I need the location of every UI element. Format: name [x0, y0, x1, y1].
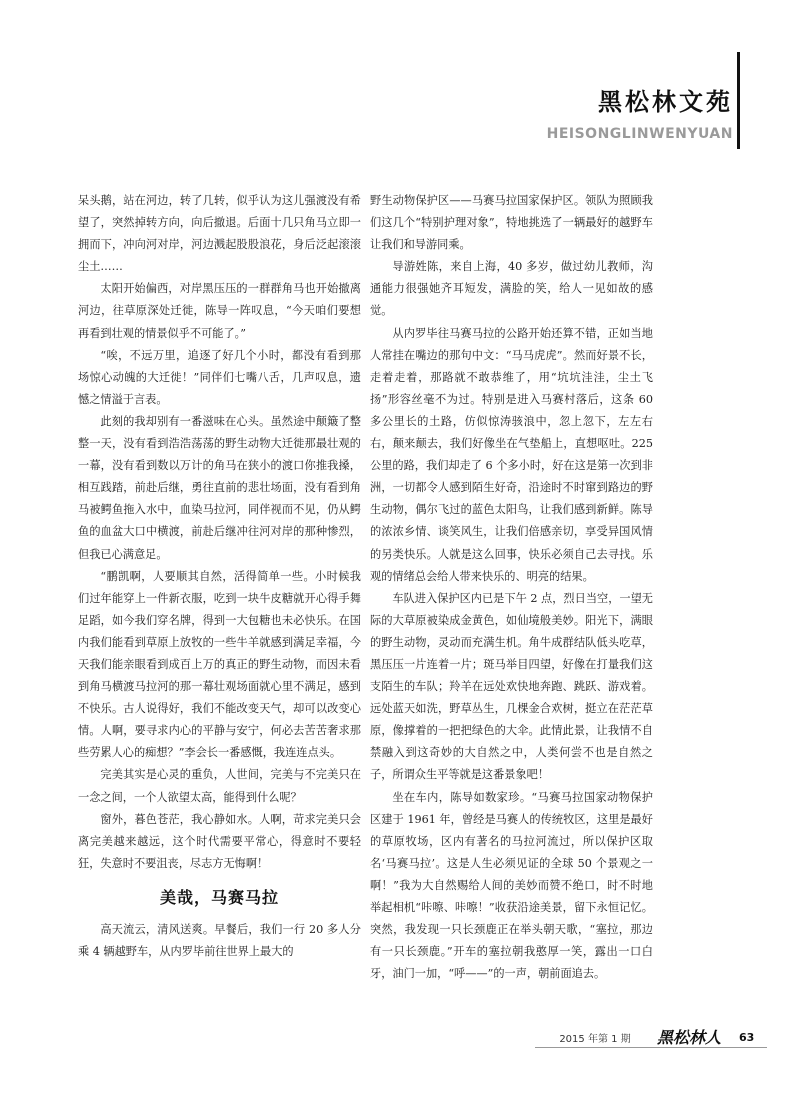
paragraph: 车队进入保护区内已是下午 2 点，烈日当空，一望无际的大草原被染成金黄色，如仙境般美妙。阳光下，满眼的野生动物，灵动而充满生机。角牛成群结队低头吃草，黑压压一片连着一片；斑马举目四望，好像在打量我们这支陌生的车队；羚羊在远处欢快地奔跑、跳跃、游戏着。远处蓝天如洗，野草丛生，几棵金合欢树，挺立在茫茫草原，像撑着的一把把绿色的大伞。此情此景，让我情不自禁融入到这奇妙的大自然之中，人类何尝不也是自然之子，所谓众生平等就是这番景象吧！ — [370, 591, 653, 782]
paragraph: 导游姓陈，来自上海，40 多岁，做过幼儿教师，沟通能力很强她齐耳短发，满脸的笑，给人一见如故的感觉。 — [370, 260, 653, 318]
footer-rule — [535, 1047, 767, 1048]
page-number: 63 — [739, 1030, 755, 1044]
page-header — [547, 82, 733, 142]
paragraph: 从内罗毕往马赛马拉的公路开始还算不错，正如当地人常挂在嘴边的那句中文：“马马虎虎”。然而好景不长，走着走着，那路就不敢恭维了，用“坑坑洼洼，尘土飞扬”形容丝毫不为过。特别是进入马赛村落后，这条 60 多公里长的土路，仿似惊涛骇浪中，忽上忽下，左左右右，颠来颠去，我们好像坐在气垫船上，直想呕吐。225 公里的路，我们却走了 6 个多小时，好在这是第一次到非洲，一切都令人感到陌生好奇，沿途时不时窜到路边的野生动物，偶尔飞过的蓝色太阳鸟，让我们感到新鲜。陈导的浓浓乡情、谈笑风生，让我们倍感亲切，享受异国风情的另类快乐。人就是这么回事，快乐必须自己去寻找。乐观的情绪总会给人带来快乐的、明亮的结果。 — [370, 326, 653, 583]
paragraph: “鹏凯啊，人要顺其自然，活得简单一些。小时候我们过年能穿上一件新衣服，吃到一块牛皮糖就开心得手舞足蹈，如今我们穿名牌，得到一大包糖也未必快乐。在国内我们能看到草原上放牧的一些牛羊就感到满足幸福，今天我们能亲眼看到成百上万的真正的野生动物，而因未看到角马横渡马拉河的那一幕壮观场面就心里不满足，感到不快乐。古人说得好，我们不能改变天气，却可以改变心情。人啊，要寻求内心的平静与安宁，何必去苦苦奢求那些劳累人心的痴想？”李会长一番感慨，我连连点头。 — [78, 569, 361, 760]
paragraph: 坐在车内，陈导如数家珍。“马赛马拉国家动物保护区建于 1961 年，曾经是马赛人的传统牧区，这里是最好的草原牧场，区内有著名的马拉河流过，所以保护区取名‘马赛马拉’。这是人生必须见证的全球 50 个景观之一啊！”我为大自然赐给人间的美妙而赞不绝口，时不时地举起相机“咔嚓、咔嚓！”收获沿途美景，留下永恒记忆。突然，我发现一只长颈鹿正在举头朝天歌，“塞拉，那边有一只长颈鹿。”开车的塞拉朝我憨厚一笑，露出一口白牙，油门一加，“呼——”的一声，朝前面追去。 — [370, 790, 653, 981]
column-subtitle: HEISONGLINWENYUAN — [546, 126, 733, 142]
header-divider — [737, 52, 740, 149]
page-footer — [535, 1026, 767, 1048]
magazine-logo — [655, 1027, 733, 1047]
paragraph: 野生动物保护区——马赛马拉国家保护区。领队为照顾我们这几个“特别护理对象”，特地挑选了一辆最好的越野车让我们和导游同乘。 — [370, 194, 653, 252]
section-heading: 美哉，马赛马拉 — [159, 887, 279, 907]
issue-label: 2015 年第 1 期 — [559, 1033, 631, 1045]
right-column — [370, 190, 653, 985]
paragraph: “唉，不远万里，追逐了好几个小时，都没有看到那场惊心动魄的大迁徙！”同伴们七嘴八舌，几声叹息，遗憾之情溢于言表。 — [78, 348, 361, 406]
magazine-logo-text: 黑松林人 — [657, 1028, 722, 1047]
paragraph: 窗外，暮色苍茫，我心静如水。人啊，苛求完美只会离完美越来越远，这个时代需要平常心，得意时不要轻狂，失意时不要沮丧，尽志方无悔啊！ — [78, 812, 361, 870]
left-column — [78, 190, 361, 963]
paragraph: 高天流云，清风送爽。早餐后，我们一行 20 多人分乘 4 辆越野车，从内罗毕前往世界上最大的 — [78, 923, 361, 959]
paragraph: 此刻的我却别有一番滋味在心头。虽然途中颠簸了整整一天，没有看到浩浩荡荡的野生动物大迁徙那最壮观的一幕，没有看到数以万计的角马在狭小的渡口你推我搡，相互践踏，前赴后继，勇往直前的悲壮场面，没有看到角马被鳄鱼拖入水中，血染马拉河，同伴视而不见，仍从鳄鱼的血盆大口中横渡，前赴后继冲往河对岸的那种惨烈，但我已心满意足。 — [78, 414, 361, 561]
column-title: 黑松林文苑 — [598, 88, 733, 116]
paragraph: 完美其实是心灵的重负，人世间，完美与不完美只在一念之间，一个人欲望太高，能得到什么呢？ — [78, 768, 361, 804]
paragraph: 太阳开始偏西，对岸黑压压的一群群角马也开始撤离河边，往草原深处迁徙，陈导一阵叹息，“今天咱们要想再看到壮观的情景似乎不可能了。” — [78, 282, 361, 340]
paragraph: 呆头鹅，站在河边，转了几转，似乎认为这儿强渡没有希望了，突然掉转方向，向后撤退。后面十几只角马立即一拥而下，冲向河对岸，河边溅起股股浪花，身后泛起滚滚尘土…… — [78, 194, 361, 274]
